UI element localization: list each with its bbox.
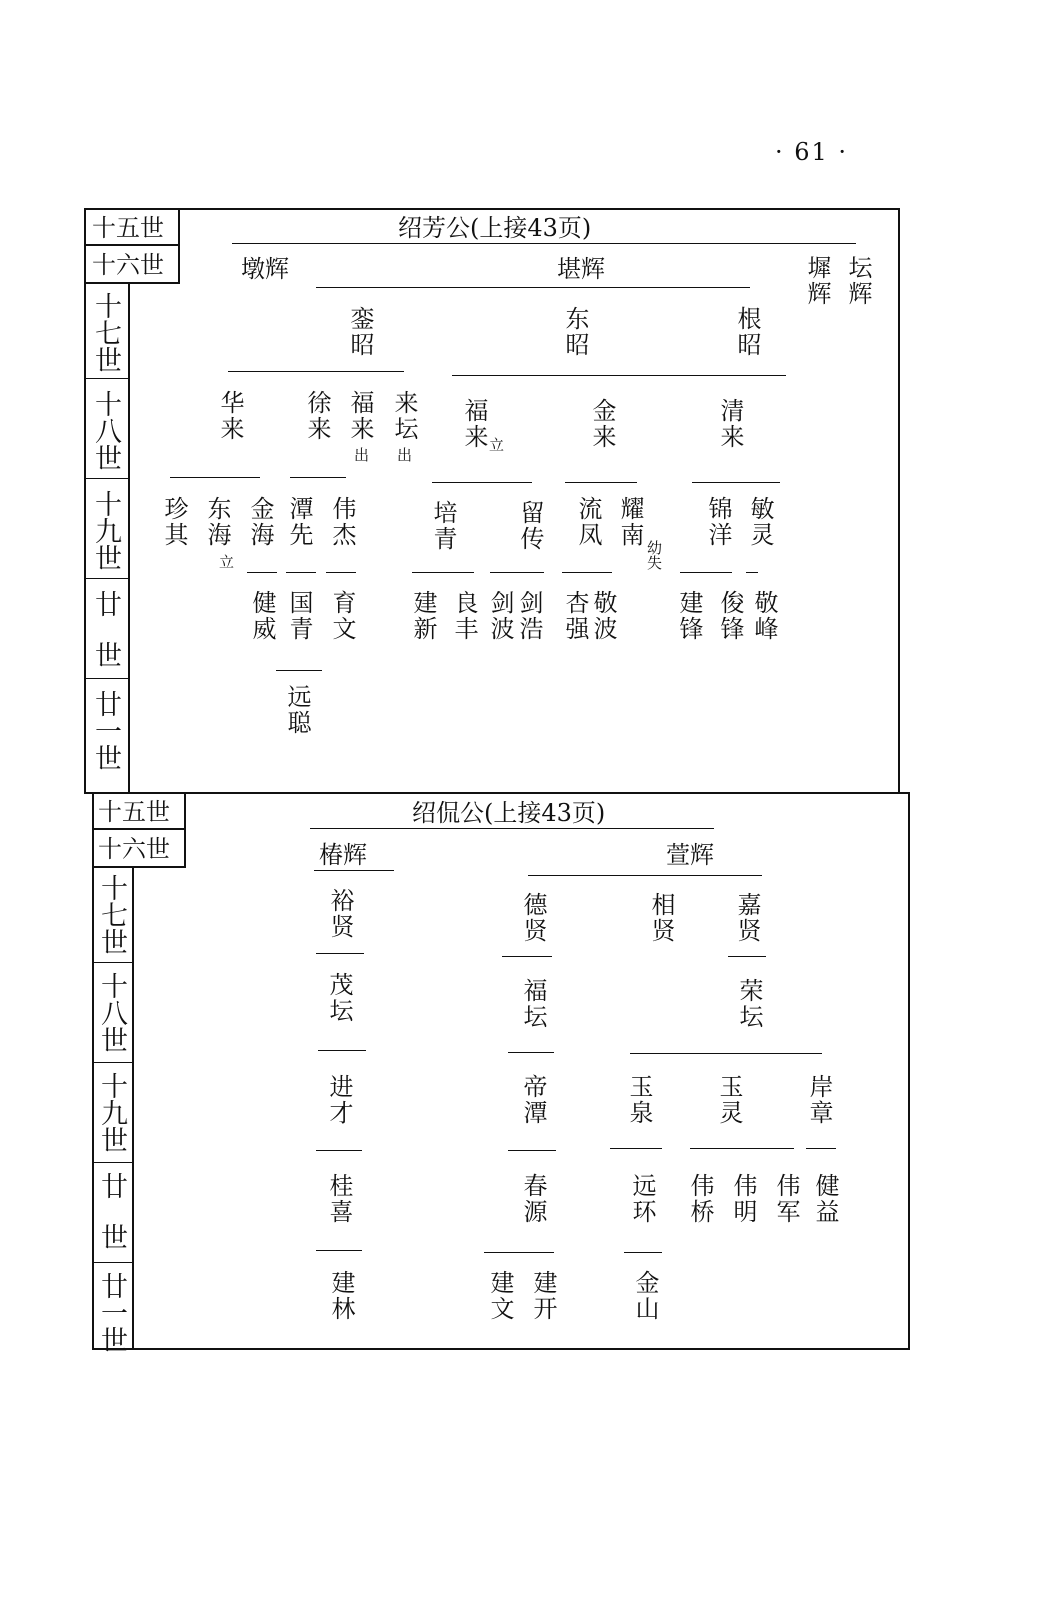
note-chu-2: 出 bbox=[397, 446, 413, 464]
person-dunhui: 墩辉 bbox=[241, 255, 289, 283]
top-ancestor-title: 绍芳公(上接43页) bbox=[398, 214, 592, 242]
person-yuanhuan: 远环 bbox=[628, 1173, 656, 1225]
person-dexian: 德贤 bbox=[519, 892, 547, 944]
gen-label-21-b: 廿一世 bbox=[96, 1272, 127, 1353]
gen-label-21: 廿一世 bbox=[90, 690, 121, 771]
bottom-ancestor-title: 绍侃公(上接43页) bbox=[412, 799, 606, 827]
gen-label-15-b: 十五世 bbox=[98, 798, 170, 826]
person-tanhui: 坛辉 bbox=[844, 255, 872, 307]
person-jinyang: 锦洋 bbox=[704, 496, 732, 548]
person-xiangxian: 相贤 bbox=[647, 892, 675, 944]
person-minling: 敏灵 bbox=[746, 496, 774, 548]
person-jinhai: 金海 bbox=[246, 496, 274, 548]
gen-label-16-b: 十六世 bbox=[98, 835, 170, 863]
person-guoqing: 国青 bbox=[285, 590, 313, 642]
person-yuling: 玉灵 bbox=[715, 1074, 743, 1126]
person-weijie: 伟杰 bbox=[328, 496, 356, 548]
person-xuanhui: 萱辉 bbox=[666, 841, 714, 869]
gen-label-20-b: 廿世 bbox=[96, 1172, 127, 1274]
gen-label-15: 十五世 bbox=[92, 214, 164, 242]
person-jiankai: 建开 bbox=[529, 1270, 557, 1322]
person-yaonan: 耀南 bbox=[616, 496, 644, 548]
note-li-2: 立 bbox=[219, 553, 235, 571]
person-jinshan: 金山 bbox=[631, 1270, 659, 1322]
person-hualai: 华来 bbox=[216, 390, 244, 442]
person-xulai: 徐来 bbox=[303, 390, 331, 442]
person-yuwen: 育文 bbox=[328, 590, 356, 642]
person-peiqing: 培青 bbox=[429, 500, 457, 552]
person-xingqiang: 杏强 bbox=[561, 590, 589, 642]
person-jianhao: 剑浩 bbox=[515, 590, 543, 642]
person-jiaxian: 嘉贤 bbox=[733, 892, 761, 944]
person-weiming: 伟明 bbox=[729, 1173, 757, 1225]
person-jingbo: 敬波 bbox=[589, 590, 617, 642]
person-donghai: 东海 bbox=[203, 496, 231, 548]
gen-label-17-b: 十七世 bbox=[96, 874, 127, 955]
person-kanhui: 堪辉 bbox=[557, 255, 605, 283]
person-chunyuan: 春源 bbox=[519, 1173, 547, 1225]
person-dongzhao: 东昭 bbox=[561, 306, 589, 358]
person-liuchuan: 留传 bbox=[516, 500, 544, 552]
person-guixi: 桂喜 bbox=[325, 1173, 353, 1225]
note-youshi: 幼失 bbox=[645, 540, 663, 570]
person-fulai-2: 福来 bbox=[460, 398, 488, 450]
person-weijun: 伟军 bbox=[772, 1173, 800, 1225]
person-jianfeng: 建锋 bbox=[675, 590, 703, 642]
person-yuquan: 玉泉 bbox=[625, 1074, 653, 1126]
person-anzhang: 岸章 bbox=[805, 1074, 833, 1126]
person-laitan: 来坛 bbox=[390, 390, 418, 442]
gen-label-19: 十九世 bbox=[90, 490, 121, 571]
bottom-table-frame bbox=[92, 792, 910, 1350]
person-jianwei: 健威 bbox=[248, 590, 276, 642]
gen-label-18: 十八世 bbox=[90, 390, 121, 471]
person-qinglai: 清来 bbox=[716, 398, 744, 450]
person-jincai: 进才 bbox=[325, 1074, 353, 1126]
person-yuxian: 裕贤 bbox=[326, 888, 354, 940]
gen-label-16: 十六世 bbox=[92, 251, 164, 279]
person-fulai-1: 福来 bbox=[346, 390, 374, 442]
person-yuancong: 远聪 bbox=[283, 684, 311, 736]
person-ditan: 帝潭 bbox=[519, 1074, 547, 1126]
person-liufeng: 流凤 bbox=[574, 496, 602, 548]
person-weiqiao: 伟桥 bbox=[686, 1173, 714, 1225]
gen-label-19-b: 十九世 bbox=[96, 1072, 127, 1153]
note-chu-1: 出 bbox=[354, 446, 370, 464]
person-jianxin: 建新 bbox=[409, 590, 437, 642]
person-junfeng: 俊锋 bbox=[716, 590, 744, 642]
person-luanzhao: 銮昭 bbox=[346, 306, 374, 358]
person-jianyi: 健益 bbox=[811, 1173, 839, 1225]
gen-label-20: 廿世 bbox=[90, 590, 121, 692]
person-maotan: 茂坛 bbox=[325, 972, 353, 1024]
gen-label-18-b: 十八世 bbox=[96, 972, 127, 1053]
page-number: · 61 · bbox=[775, 138, 849, 166]
person-xihui: 墀辉 bbox=[803, 255, 831, 307]
person-genzhao: 根昭 bbox=[733, 306, 761, 358]
person-tanxian: 潭先 bbox=[285, 496, 313, 548]
person-jingfeng: 敬峰 bbox=[750, 590, 778, 642]
note-li-1: 立 bbox=[489, 436, 505, 454]
person-liangfeng: 良丰 bbox=[450, 590, 478, 642]
person-jinlai: 金来 bbox=[588, 398, 616, 450]
person-jianbo: 剑波 bbox=[486, 590, 514, 642]
gen-label-17: 十七世 bbox=[90, 292, 121, 373]
person-zhenqi: 珍其 bbox=[160, 496, 188, 548]
person-jianwen: 建文 bbox=[486, 1270, 514, 1322]
person-jianlin: 建林 bbox=[327, 1270, 355, 1322]
person-rongtan: 荣坛 bbox=[735, 978, 763, 1030]
person-futan: 福坛 bbox=[519, 978, 547, 1030]
person-chunhui: 椿辉 bbox=[319, 841, 367, 869]
